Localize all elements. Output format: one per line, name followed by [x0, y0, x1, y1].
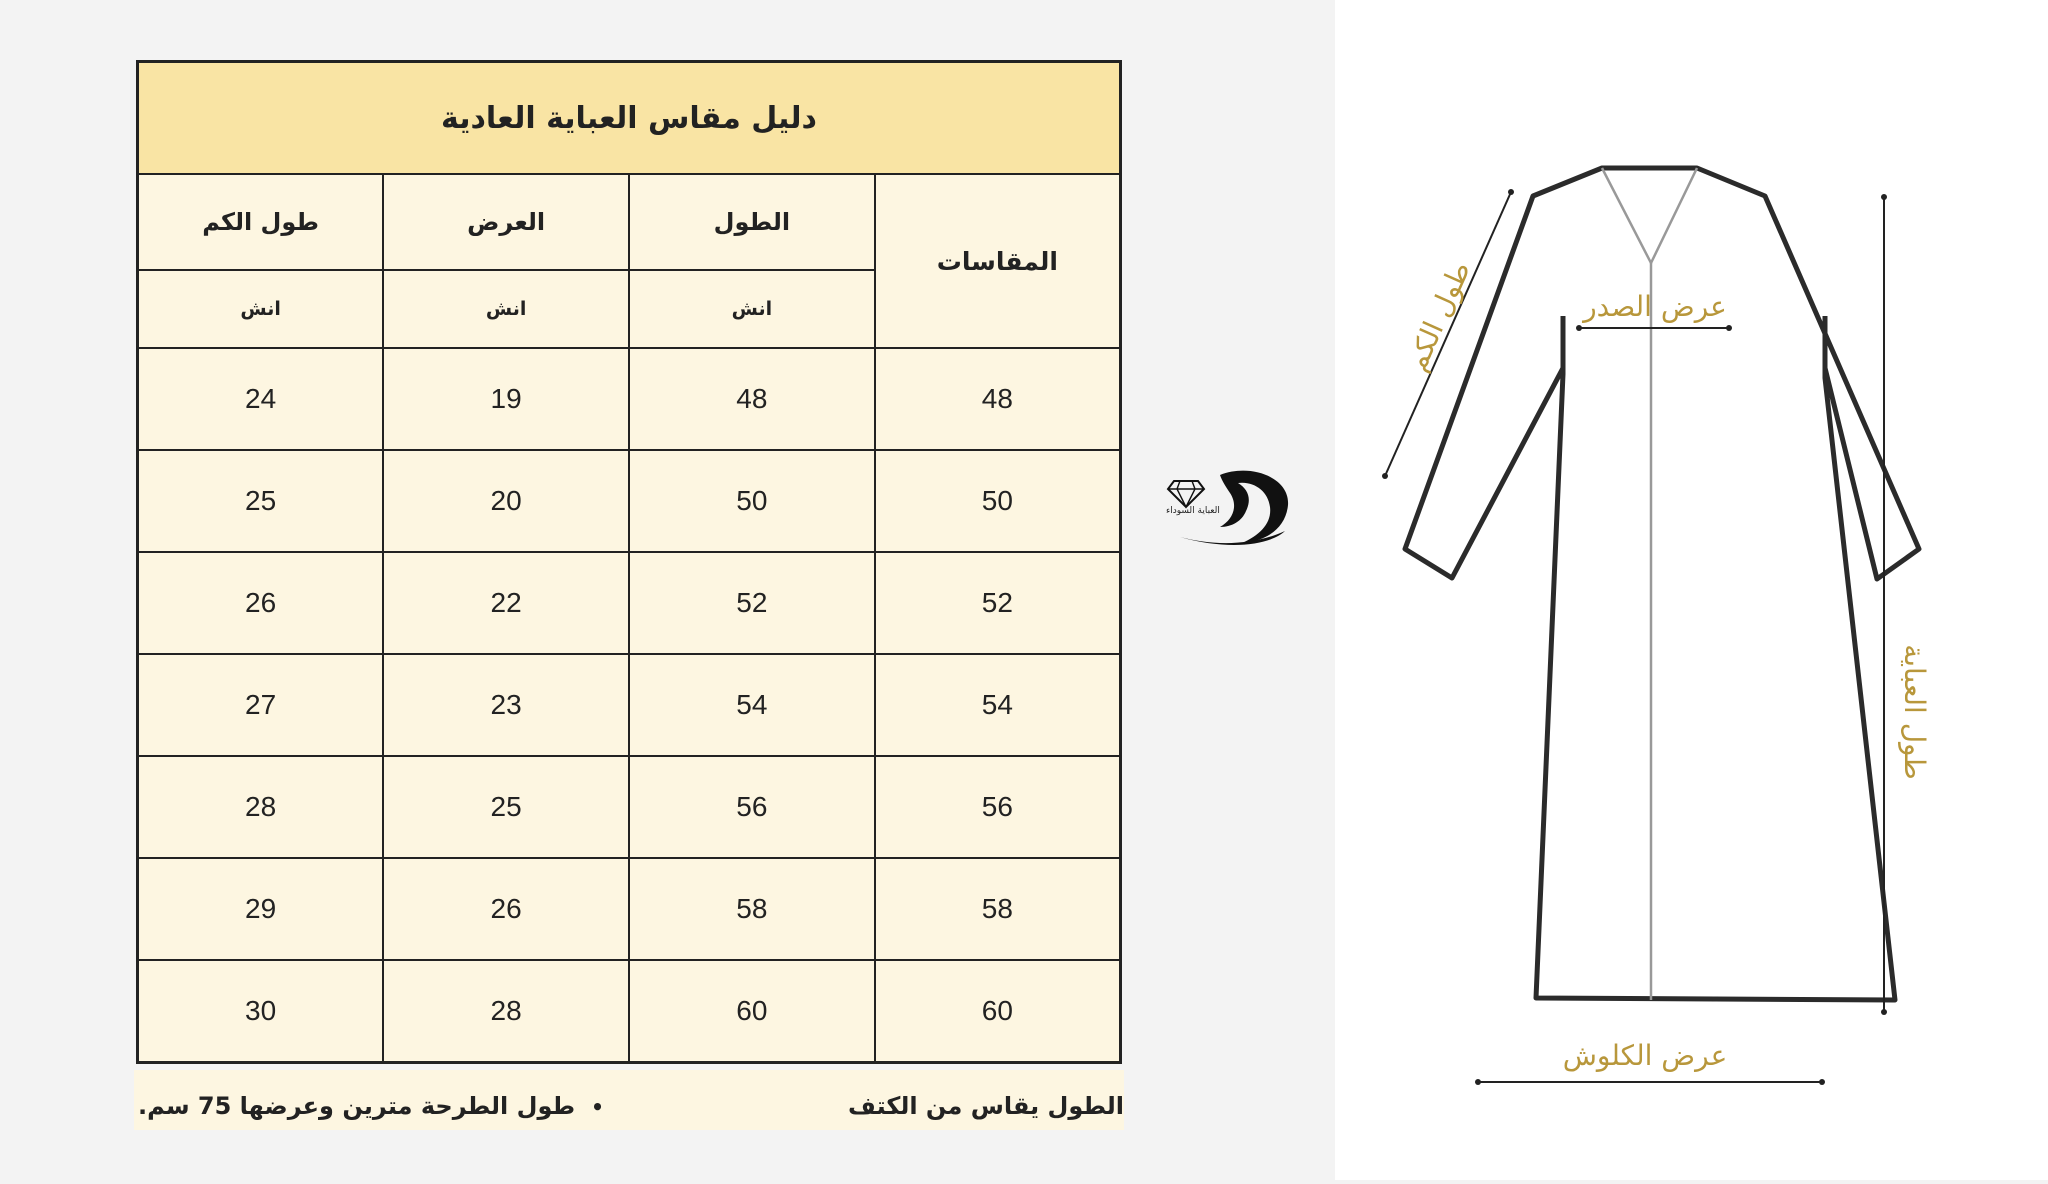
scarf-note-wrap [138, 1092, 604, 1120]
table-row [138, 960, 1121, 1063]
length-note: الطول يقاس من الكتف [848, 1092, 1124, 1120]
cell-sleeve: 29 [138, 858, 384, 960]
cell-width: 22 [383, 552, 629, 654]
table-row [138, 858, 1121, 960]
cell-size: 58 [875, 858, 1121, 960]
cell-sleeve: 24 [138, 348, 384, 450]
cell-length: 56 [629, 756, 875, 858]
flare-width-label: عرض الكلوش [1562, 1039, 1728, 1072]
table-row [138, 756, 1121, 858]
cell-width: 28 [383, 960, 629, 1063]
cell-size: 54 [875, 654, 1121, 756]
table-row [138, 450, 1121, 552]
size-chart-table [136, 60, 1122, 1064]
bullet-icon: • [591, 1095, 604, 1119]
unit-length: انش [629, 270, 875, 348]
cell-sleeve: 28 [138, 756, 384, 858]
brand-logo [1160, 465, 1295, 550]
cell-width: 20 [383, 450, 629, 552]
table-row [138, 552, 1121, 654]
table-row [138, 348, 1121, 450]
flare-width-dimension [1475, 1039, 1825, 1085]
header-sleeve: طول الكم [138, 174, 384, 270]
cell-width: 23 [383, 654, 629, 756]
cell-width: 25 [383, 756, 629, 858]
sleeve-length-label: طول الكم [1399, 256, 1478, 377]
table-title-row [138, 62, 1121, 175]
header-width: العرض [383, 174, 629, 270]
cell-sleeve: 27 [138, 654, 384, 756]
cell-sleeve: 25 [138, 450, 384, 552]
cell-length: 52 [629, 552, 875, 654]
cell-sleeve: 30 [138, 960, 384, 1063]
cell-sleeve: 26 [138, 552, 384, 654]
cell-size: 48 [875, 348, 1121, 450]
table-header-row [138, 174, 1121, 270]
cell-length: 60 [629, 960, 875, 1063]
cell-width: 19 [383, 348, 629, 450]
header-length: الطول [629, 174, 875, 270]
cell-length: 48 [629, 348, 875, 450]
cell-size: 60 [875, 960, 1121, 1063]
abaya-diagram [1335, 0, 2048, 1180]
scarf-note: طول الطرحة مترين وعرضها 75 سم. [138, 1092, 576, 1120]
abaya-outline-icon [1335, 0, 2048, 1180]
cell-length: 54 [629, 654, 875, 756]
cell-size: 52 [875, 552, 1121, 654]
cell-length: 58 [629, 858, 875, 960]
unit-sleeve: انش [138, 270, 384, 348]
chest-width-label: عرض الصدر [1583, 290, 1727, 323]
table-title: دليل مقاس العباية العادية [138, 62, 1121, 175]
abaya-length-label: طول العباية [1898, 644, 1931, 780]
cell-width: 26 [383, 858, 629, 960]
logo-text: العباية السوداء [1166, 506, 1220, 516]
cell-size: 56 [875, 756, 1121, 858]
abaya-length-dimension [1881, 194, 1931, 1015]
unit-width: انش [383, 270, 629, 348]
table-row [138, 654, 1121, 756]
cell-size: 50 [875, 450, 1121, 552]
header-sizes: المقاسات [875, 174, 1121, 348]
notes-bar [134, 1070, 1124, 1130]
cell-length: 50 [629, 450, 875, 552]
